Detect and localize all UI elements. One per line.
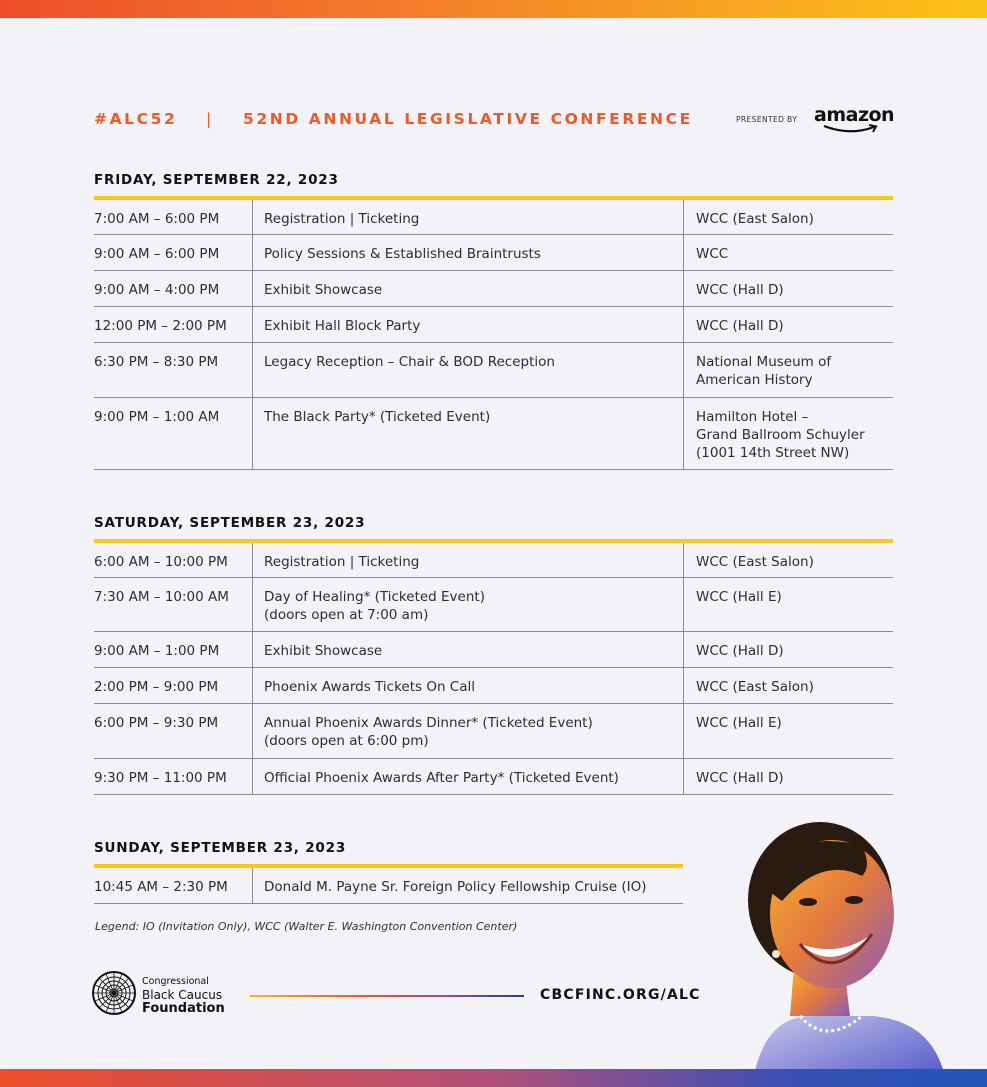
footer-gradient-line: [250, 995, 524, 997]
row-time: 9:00 AM – 1:00 PM: [94, 643, 220, 659]
table-row: [94, 632, 893, 668]
row-location: WCC (Hall E): [683, 578, 893, 631]
day-title-saturday: SATURDAY, SEPTEMBER 23, 2023: [94, 515, 366, 531]
row-time: 9:30 PM – 11:00 PM: [94, 770, 227, 786]
row-time: 6:00 PM – 9:30 PM: [94, 715, 219, 731]
row-event: Annual Phoenix Awards Dinner* (Ticketed Event) (doors open at 6:00 pm): [252, 704, 683, 758]
table-row: [94, 398, 893, 470]
table-row: [94, 668, 893, 704]
row-time: 2:00 PM – 9:00 PM: [94, 679, 219, 695]
row-event: Donald M. Payne Sr. Foreign Policy Fellowship Cruise (IO): [252, 868, 683, 903]
row-time: 6:30 PM – 8:30 PM: [94, 354, 219, 370]
row-location: WCC (Hall D): [683, 759, 893, 794]
top-gradient-bar: [0, 0, 987, 18]
row-location: WCC (Hall E): [683, 704, 893, 758]
bottom-gradient-bar: [0, 1069, 987, 1087]
row-event: Exhibit Showcase: [252, 632, 683, 667]
amazon-wordmark: amazon: [814, 104, 895, 126]
table-row: [94, 343, 893, 398]
amazon-logo: [814, 104, 895, 136]
day-title-sunday: SUNDAY, SEPTEMBER 23, 2023: [94, 840, 347, 856]
table-row: [94, 704, 893, 759]
table-row: [94, 200, 893, 235]
row-location: WCC (Hall D): [683, 632, 893, 667]
row-event: Legacy Reception – Chair & BOD Reception: [252, 343, 683, 397]
hashtag: #ALC52: [94, 110, 178, 128]
row-event: Day of Healing* (Ticketed Event) (doors open at 7:00 am): [252, 578, 683, 631]
row-time: 10:45 AM – 2:30 PM: [94, 879, 228, 895]
table-row: [94, 543, 893, 578]
row-location: WCC (Hall D): [683, 271, 893, 306]
presented-by-label: PRESENTED BY: [736, 115, 798, 124]
amazon-smile-icon: [822, 124, 880, 134]
page-header: [94, 104, 895, 138]
org-line-3: Foundation: [142, 1001, 225, 1016]
row-event: Phoenix Awards Tickets On Call: [252, 668, 683, 703]
row-location: WCC (East Salon): [683, 668, 893, 703]
cbc-foundation-name: [142, 976, 225, 1016]
row-event: Exhibit Hall Block Party: [252, 307, 683, 342]
table-row: [94, 578, 893, 632]
row-location: National Museum of American History: [683, 343, 893, 397]
row-time: 9:00 PM – 1:00 AM: [94, 409, 220, 425]
row-event: Registration | Ticketing: [252, 543, 683, 577]
legend-note: Legend: IO (Invitation Only), WCC (Walter E. Washington Convention Center): [95, 920, 518, 933]
row-time: 9:00 AM – 6:00 PM: [94, 246, 220, 262]
footer-url-link[interactable]: CBCFINC.ORG/ALC: [540, 987, 701, 1003]
row-location: WCC: [683, 235, 893, 270]
cbc-foundation-seal-icon: [92, 971, 136, 1015]
table-row: [94, 235, 893, 271]
row-location: WCC (Hall D): [683, 307, 893, 342]
row-time: 6:00 AM – 10:00 PM: [94, 554, 228, 570]
row-time: 12:00 PM – 2:00 PM: [94, 318, 227, 334]
row-location: WCC (East Salon): [683, 200, 893, 234]
row-time: 9:00 AM – 4:00 PM: [94, 282, 220, 298]
row-event: Policy Sessions & Established Braintrusts: [252, 235, 683, 270]
header-separator: |: [206, 110, 214, 128]
row-event: Official Phoenix Awards After Party* (Ticketed Event): [252, 759, 683, 794]
portrait-photo: [722, 816, 987, 1087]
table-row: [94, 759, 893, 795]
org-line-1: Congressional: [142, 976, 209, 987]
row-event: Registration | Ticketing: [252, 200, 683, 234]
row-event: The Black Party* (Ticketed Event): [252, 398, 683, 469]
day-title-friday: FRIDAY, SEPTEMBER 22, 2023: [94, 172, 339, 188]
row-time: 7:30 AM – 10:00 AM: [94, 589, 229, 605]
row-location: WCC (East Salon): [683, 543, 893, 577]
table-row: [94, 271, 893, 307]
org-line-2: Black Caucus: [142, 988, 223, 1002]
conference-title: 52ND ANNUAL LEGISLATIVE CONFERENCE: [243, 110, 693, 128]
row-event: Exhibit Showcase: [252, 271, 683, 306]
row-time: 7:00 AM – 6:00 PM: [94, 211, 220, 227]
row-location: Hamilton Hotel – Grand Ballroom Schuyler (1001 14th Street NW): [683, 398, 893, 469]
table-row: [94, 868, 683, 904]
table-row: [94, 307, 893, 343]
